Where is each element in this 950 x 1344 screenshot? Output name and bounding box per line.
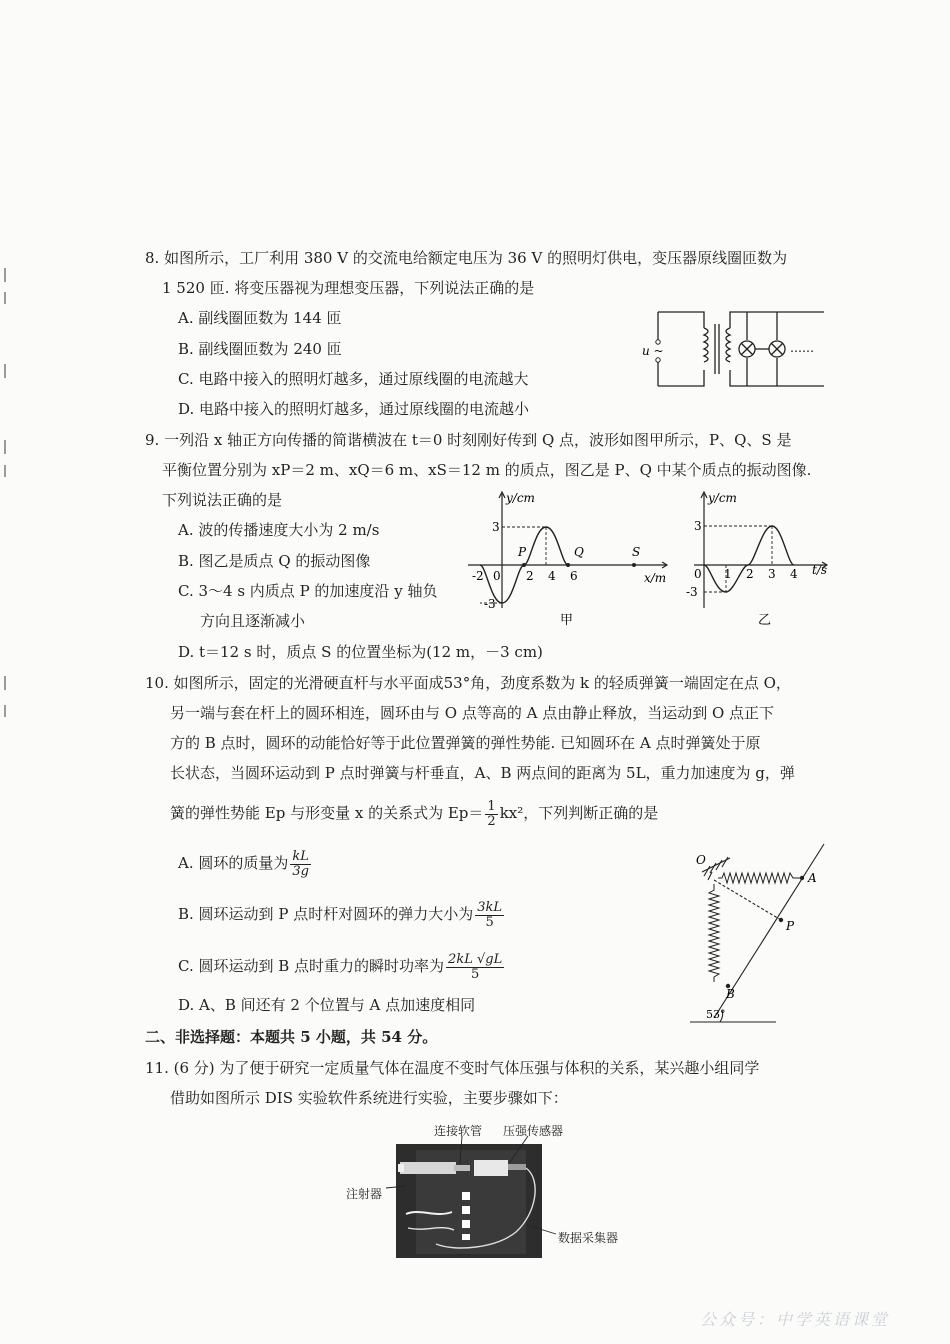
vibration-graph-yi [682,488,832,630]
q11-stem-line2: 借助如图所示 DIS 实验软件系统进行实验，主要步骤如下： [170,1089,568,1107]
yi-ytick-3: 3 [694,519,702,533]
jia-xtick: 6 [570,569,578,583]
photo-leader-lines [380,1134,570,1244]
q10-stem-line3: 方的 B 点时，圆环的动能恰好等于此位置弹簧的弹性势能. 已知圆环在 A 点时弹簧处于原 [170,734,761,752]
q10-stem-line5a: 簧的弹性势能 Ep 与形变量 x 的关系式为 Ep＝ [170,804,484,822]
fraction-denominator: 2 [487,813,496,829]
q9-option-d: D. t＝12 s 时，质点 S 的位置坐标为(12 m，－3 cm) [178,643,543,661]
transformer-circuit-diagram [640,300,830,392]
q8-option-a: A. 副线圈匝数为 144 匝 [178,309,342,327]
jia-ytick-3: 3 [492,520,500,534]
q10-option-a [178,845,313,881]
q10-option-c-text: C. 圆环运动到 B 点时重力的瞬时功率为 [178,957,445,975]
yi-xtick: 1 [724,567,732,581]
fraction-denominator: 5 [470,966,480,982]
q9-stem-line2: 平衡位置分别为 xP＝2 m、xQ＝6 m、xS＝12 m 的质点，图乙是 P、Q 中某个质点的振动图像. [162,461,812,479]
margin-mark [4,440,6,454]
margin-mark [4,292,6,304]
watermark: 公众号：中学英语课堂 [699,1310,890,1329]
wave-graph-jia [462,488,672,630]
yi-ylabel: y/cm [708,491,737,505]
yi-ytick-neg3: -3 [686,585,698,599]
yi-xtick: 4 [790,567,798,581]
point-p-label: P [786,919,795,933]
fraction-denominator: 5 [485,914,494,930]
more-lamps-dots: …… [790,341,814,355]
q8-option-b: B. 副线圈匝数为 240 匝 [178,340,342,358]
fraction-numerator: 1 [487,798,496,814]
jia-ytick-neg3: -3 [484,597,496,611]
jia-point-q: Q [574,545,584,559]
q9-option-c-cont: 方向且逐渐减小 [200,612,306,630]
point-b-label: B [726,987,735,1001]
q10-option-b-text: B. 圆环运动到 P 点时杆对圆环的弹力大小为 [178,905,474,923]
option-c-fraction [446,953,504,982]
yi-xlabel: t/s [812,563,828,577]
label-syringe: 注射器 [346,1187,383,1201]
margin-mark [4,705,6,717]
fraction-numerator: 2kL √gL [448,951,503,967]
q10-stem-line1: 10. 如图所示，固定的光滑硬直杆与水平面成53°角，劲度系数为 k 的轻质弹簧一端固定在点 O， [145,674,791,692]
fraction-denominator: 3g [292,863,309,879]
jia-xtick: 4 [548,569,556,583]
q10-stem-line4: 长状态，当圆环运动到 P 点时弹簧与杆垂直，A、B 两点间的距离为 5L，重力加速度为 g，弹 [170,764,795,782]
q10-option-d: D. A、B 间还有 2 个位置与 A 点加速度相同 [178,996,476,1014]
q9-option-b: B. 图乙是质点 Q 的振动图像 [178,552,371,570]
fraction-numerator: kL [290,850,311,865]
jia-point-s: S [632,545,641,559]
jia-xtick: -2 [472,569,484,583]
q11-stem-line1: 11. (6 分) 为了便于研究一定质量气体在温度不变时气体压强与体积的关系，某兴趣小组同学 [145,1059,760,1077]
q10-option-b [178,896,506,932]
point-o-label: O [696,853,706,867]
q10-option-c [178,948,506,984]
q9-stem-line3: 下列说法正确的是 [162,491,283,509]
margin-mark [4,364,6,378]
yi-xtick: 2 [746,567,754,581]
q8-option-c: C. 电路中接入的照明灯越多，通过原线圈的电流越大 [178,370,529,388]
margin-mark [4,676,6,690]
jia-point-p: P [518,545,527,559]
jia-caption: 甲 [560,613,574,628]
yi-xtick: 0 [694,567,702,581]
fraction-one-half [485,800,497,829]
q10-stem-line2: 另一端与套在杆上的圆环相连，圆环由与 O 点等高的 A 点由静止释放，当运动到 O 点正下 [170,704,775,722]
jia-ylabel: y/cm [506,491,535,505]
source-label: u ~ [642,344,664,358]
option-a-fraction [290,850,311,879]
angle-label: 53° [706,1008,726,1021]
margin-mark [4,268,6,282]
q8-stem-line2: 1 520 匝. 将变压器视为理想变压器，下列说法正确的是 [162,279,535,297]
margin-mark [4,465,6,477]
q9-stem-line1: 9. 一列沿 x 轴正方向传播的简谐横波在 t＝0 时刻刚好传到 Q 点，波形如图甲所示，P、Q、S 是 [145,431,792,449]
label-hose: 连接软管 [434,1124,483,1138]
q8-stem-line1: 8. 如图所示，工厂利用 380 V 的交流电给额定电压为 36 V 的照明灯供电，变压器原线圈匝数为 [145,249,788,267]
rod-spring-diagram [684,840,844,1032]
point-a-label: A [808,871,817,885]
q10-option-a-text: A. 圆环的质量为 [178,854,289,872]
q9-option-c: C. 3～4 s 内质点 P 的加速度沿 y 轴负 [178,582,438,600]
label-collector: 数据采集器 [558,1231,619,1245]
q9-option-a: A. 波的传播速度大小为 2 m/s [178,521,380,539]
jia-xlabel: x/m [644,571,667,585]
fraction-numerator: 3kL [477,899,502,915]
yi-xtick: 3 [768,567,776,581]
q10-stem-line5b: kx²，下列判断正确的是 [499,804,659,822]
label-sensor: 压强传感器 [503,1124,564,1138]
jia-xtick: 0 [493,569,501,583]
q8-option-d: D. 电路中接入的照明灯越多，通过原线圈的电流越小 [178,400,530,418]
jia-xtick: 2 [526,569,534,583]
section-2-heading: 二、非选择题：本题共 5 小题，共 54 分。 [145,1028,438,1046]
option-b-fraction [475,901,504,930]
yi-caption: 乙 [758,613,772,628]
q10-stem-line5 [170,796,658,830]
